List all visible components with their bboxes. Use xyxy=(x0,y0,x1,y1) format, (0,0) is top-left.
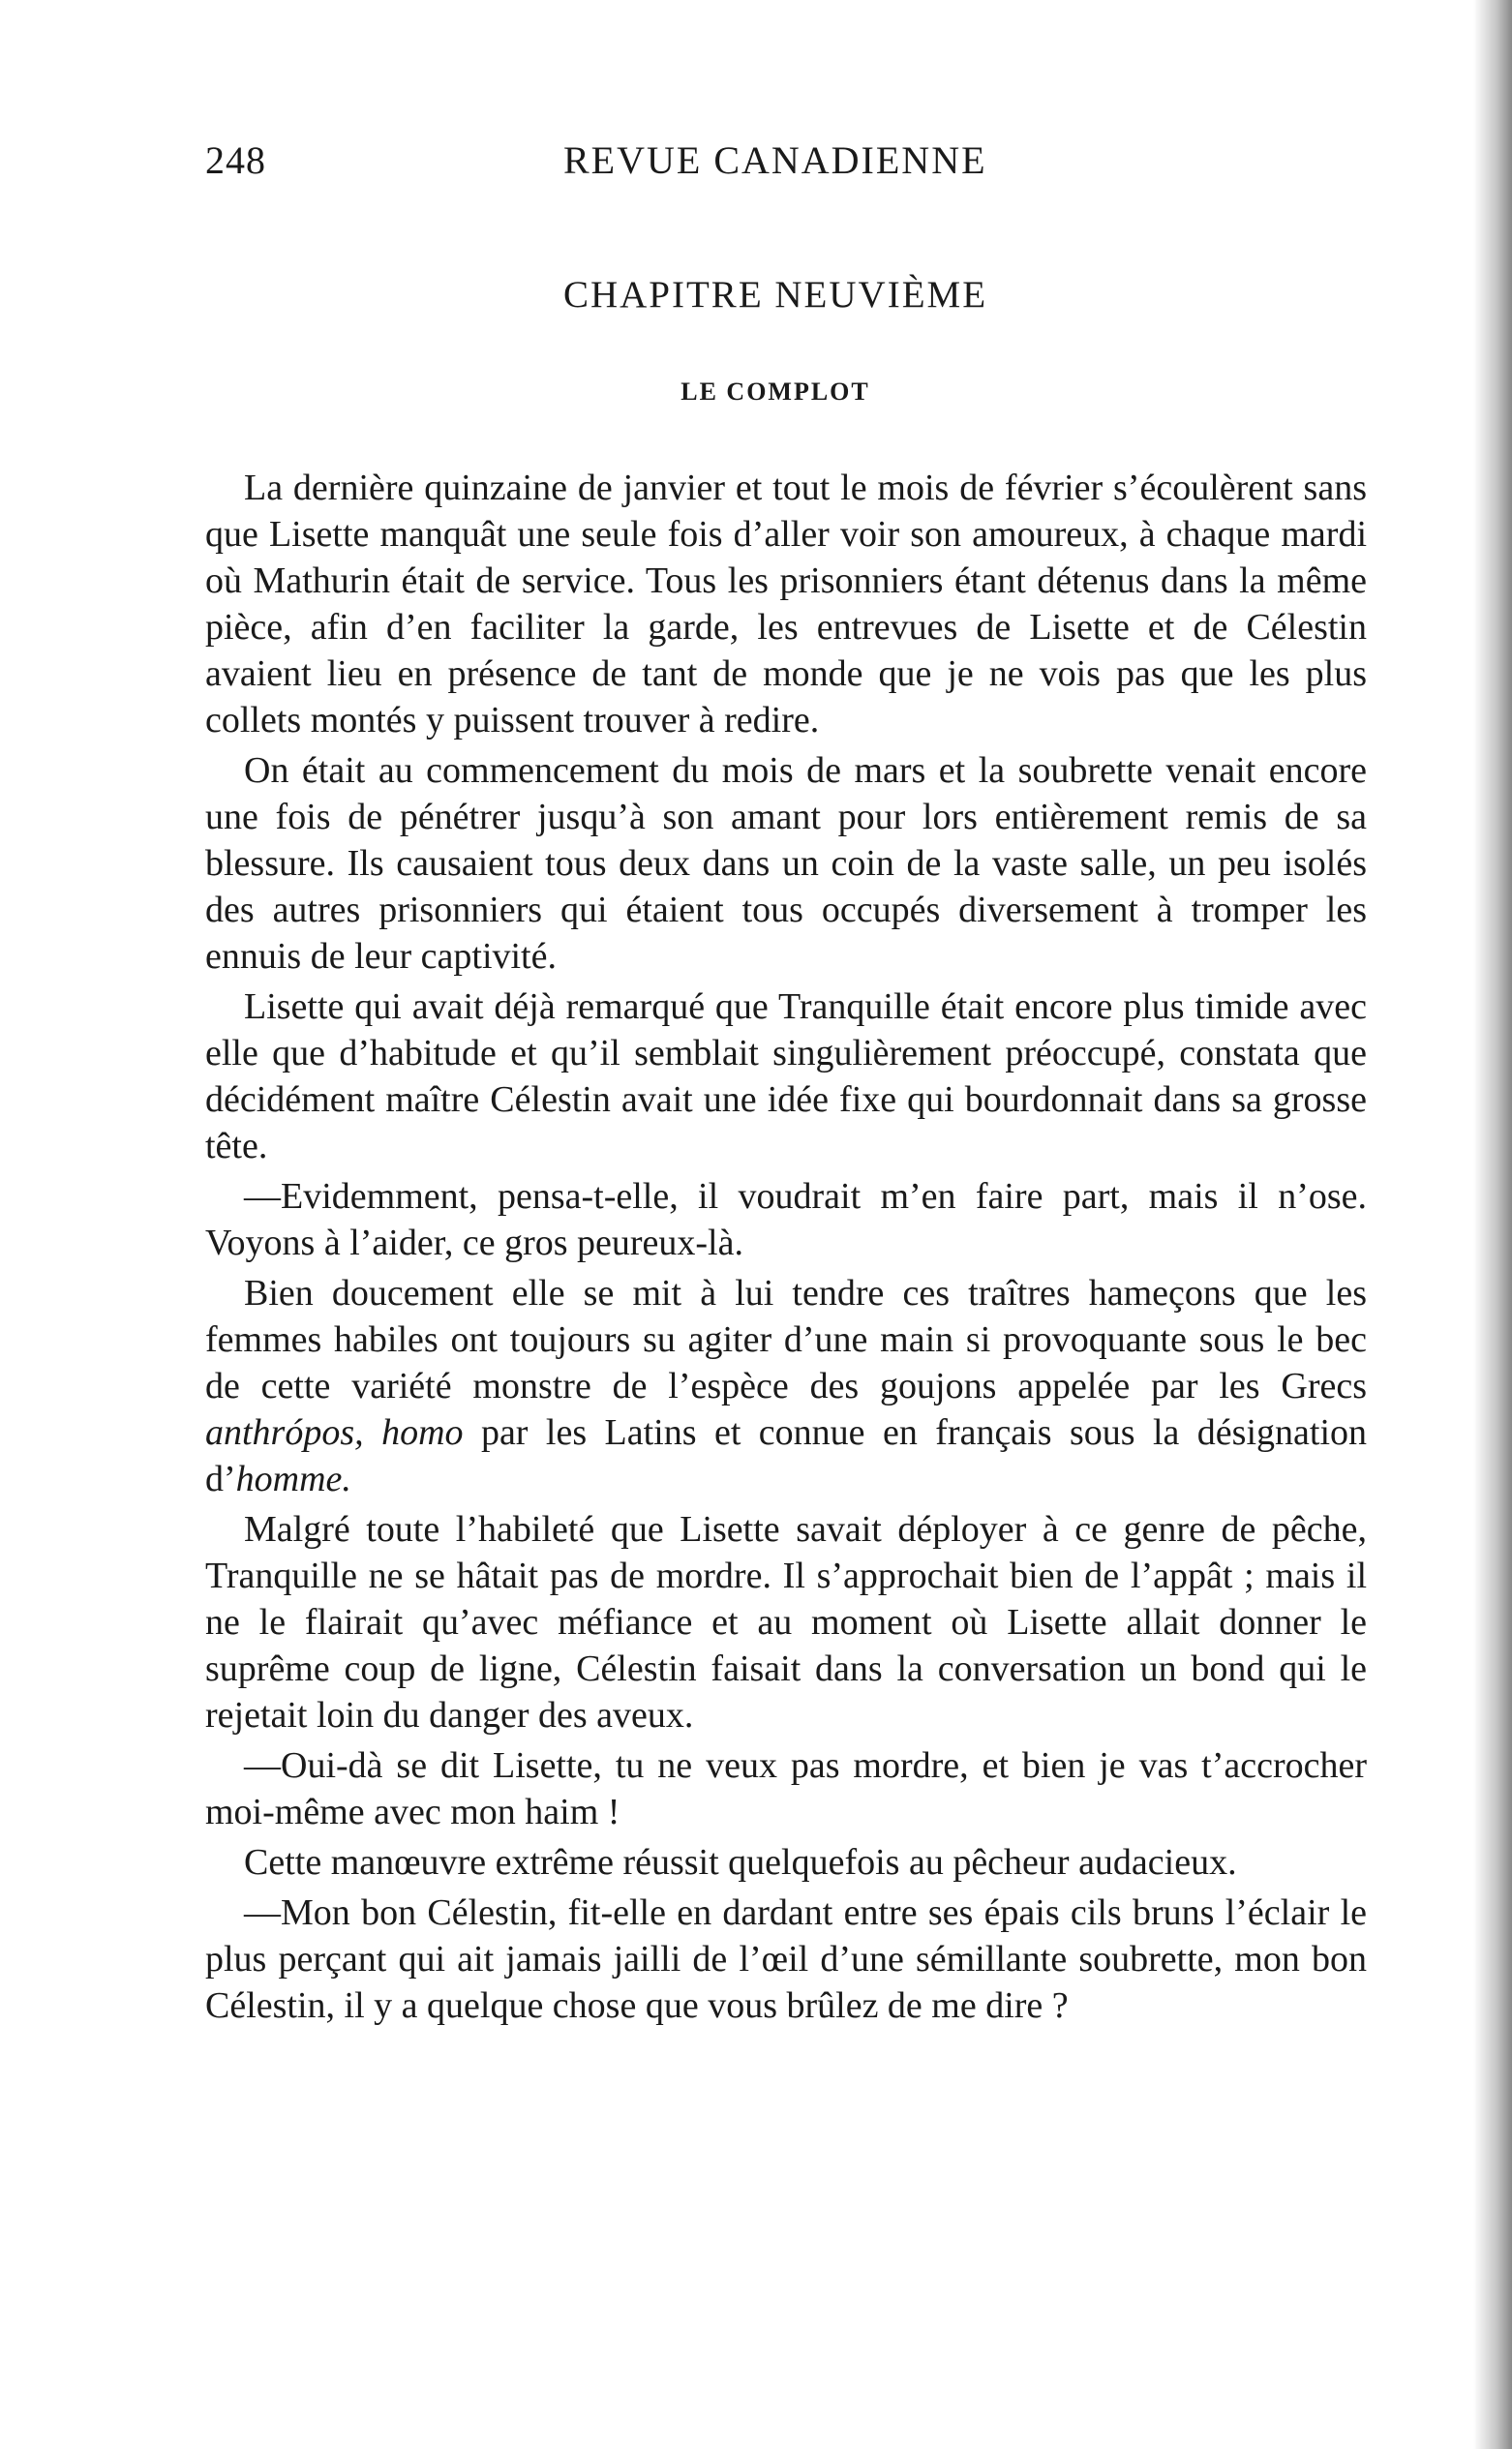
paragraph-5 xyxy=(205,1270,1367,1502)
paragraph-2: On était au commencement du mois de mars et la soubrette venait encore une fois de pénétrer jusqu’à son amant pour lors entièrement remis de sa blessure. Ils causaient tous deux dans un coin de la vaste salle, un peu isolés des autres prisonniers qui étaient tous occupés diversement à tromper les ennuis de leur captivité. xyxy=(205,750,1367,977)
paragraph-6: Malgré toute l’habileté que Lisette savait déployer à ce genre de pêche, Tranquille ne se hâtait pas de mordre. Il s’approchait bien de l’appât ; mais il ne le flairait qu’avec méfiance et au moment où Lisette allait donner le suprême coup de ligne, Célestin faisait dans la conversation un bond qui le rejetait loin du danger des aveux. xyxy=(205,1509,1367,1736)
paragraph-3: Lisette qui avait déjà remarqué que Tranquille était encore plus timide avec elle que d’habitude et qu’il semblait singulièrement préoccupé, constata que décidément maître Célestin avait une idée fixe qui bourdonnait dans sa grosse tête. xyxy=(205,986,1367,1166)
paragraph-7: —Oui-dà se dit Lisette, tu ne veux pas mordre, et bien je vas t’accrocher moi-même avec mon haim ! xyxy=(205,1745,1367,1832)
paragraph-5-text-a: Bien doucement elle se mit à lui tendre ces traîtres hameçons que les femmes habiles ont toujours su agiter d’une main si provoquante sous le bec de cette variété monstre de l’espèce des goujons appelée par les Grecs xyxy=(205,1273,1367,1406)
page-edge-shadow xyxy=(1473,0,1512,2449)
paragraph-5-text-b: par les Latins et connue en français sous la désignation d’ xyxy=(205,1412,1368,1499)
paragraph-4: —Evidemment, pensa-t-elle, il voudrait m’en faire part, mais il n’ose. Voyons à l’aider, ce gros peureux-là. xyxy=(205,1176,1367,1263)
journal-title: REVUE CANADIENNE xyxy=(563,138,987,182)
paragraph-9: —Mon bon Célestin, fit-elle en dardant entre ses épais cils bruns l’éclair le plus perçant qui ait jamais jailli de l’œil d’une sémillante soubrette, mon bon Célestin, il y a quelque chose que vous brûlez de me dire ? xyxy=(205,1892,1367,2026)
chapter-title: CHAPITRE NEUVIÈME xyxy=(562,274,988,316)
body-text xyxy=(205,465,1367,2029)
running-head xyxy=(205,137,1367,196)
paragraph-1: La dernière quinzaine de janvier et tout le mois de février s’écoulèrent sans que Lisette manquât une seule fois d’aller voir son amoureux, à chaque mardi où Mathurin était de service. Tous les prisonniers étant détenus dans la même pièce, afin d’en faciliter la garde, les entrevues de Lisette et de Célestin avaient lieu en présence de tant de monde que je ne vois pas que les plus collets montés y puissent trouver à redire. xyxy=(205,468,1367,741)
paragraph-8: Cette manœuvre extrême réussit quelquefois au pêcheur audacieux. xyxy=(244,1842,1237,1883)
paragraph-5-italic-homme: homme. xyxy=(235,1459,351,1499)
page-number: 248 xyxy=(205,138,266,182)
section-title: LE COMPLOT xyxy=(680,378,870,406)
paragraph-5-italic-greek: anthrópos, homo xyxy=(205,1412,464,1453)
